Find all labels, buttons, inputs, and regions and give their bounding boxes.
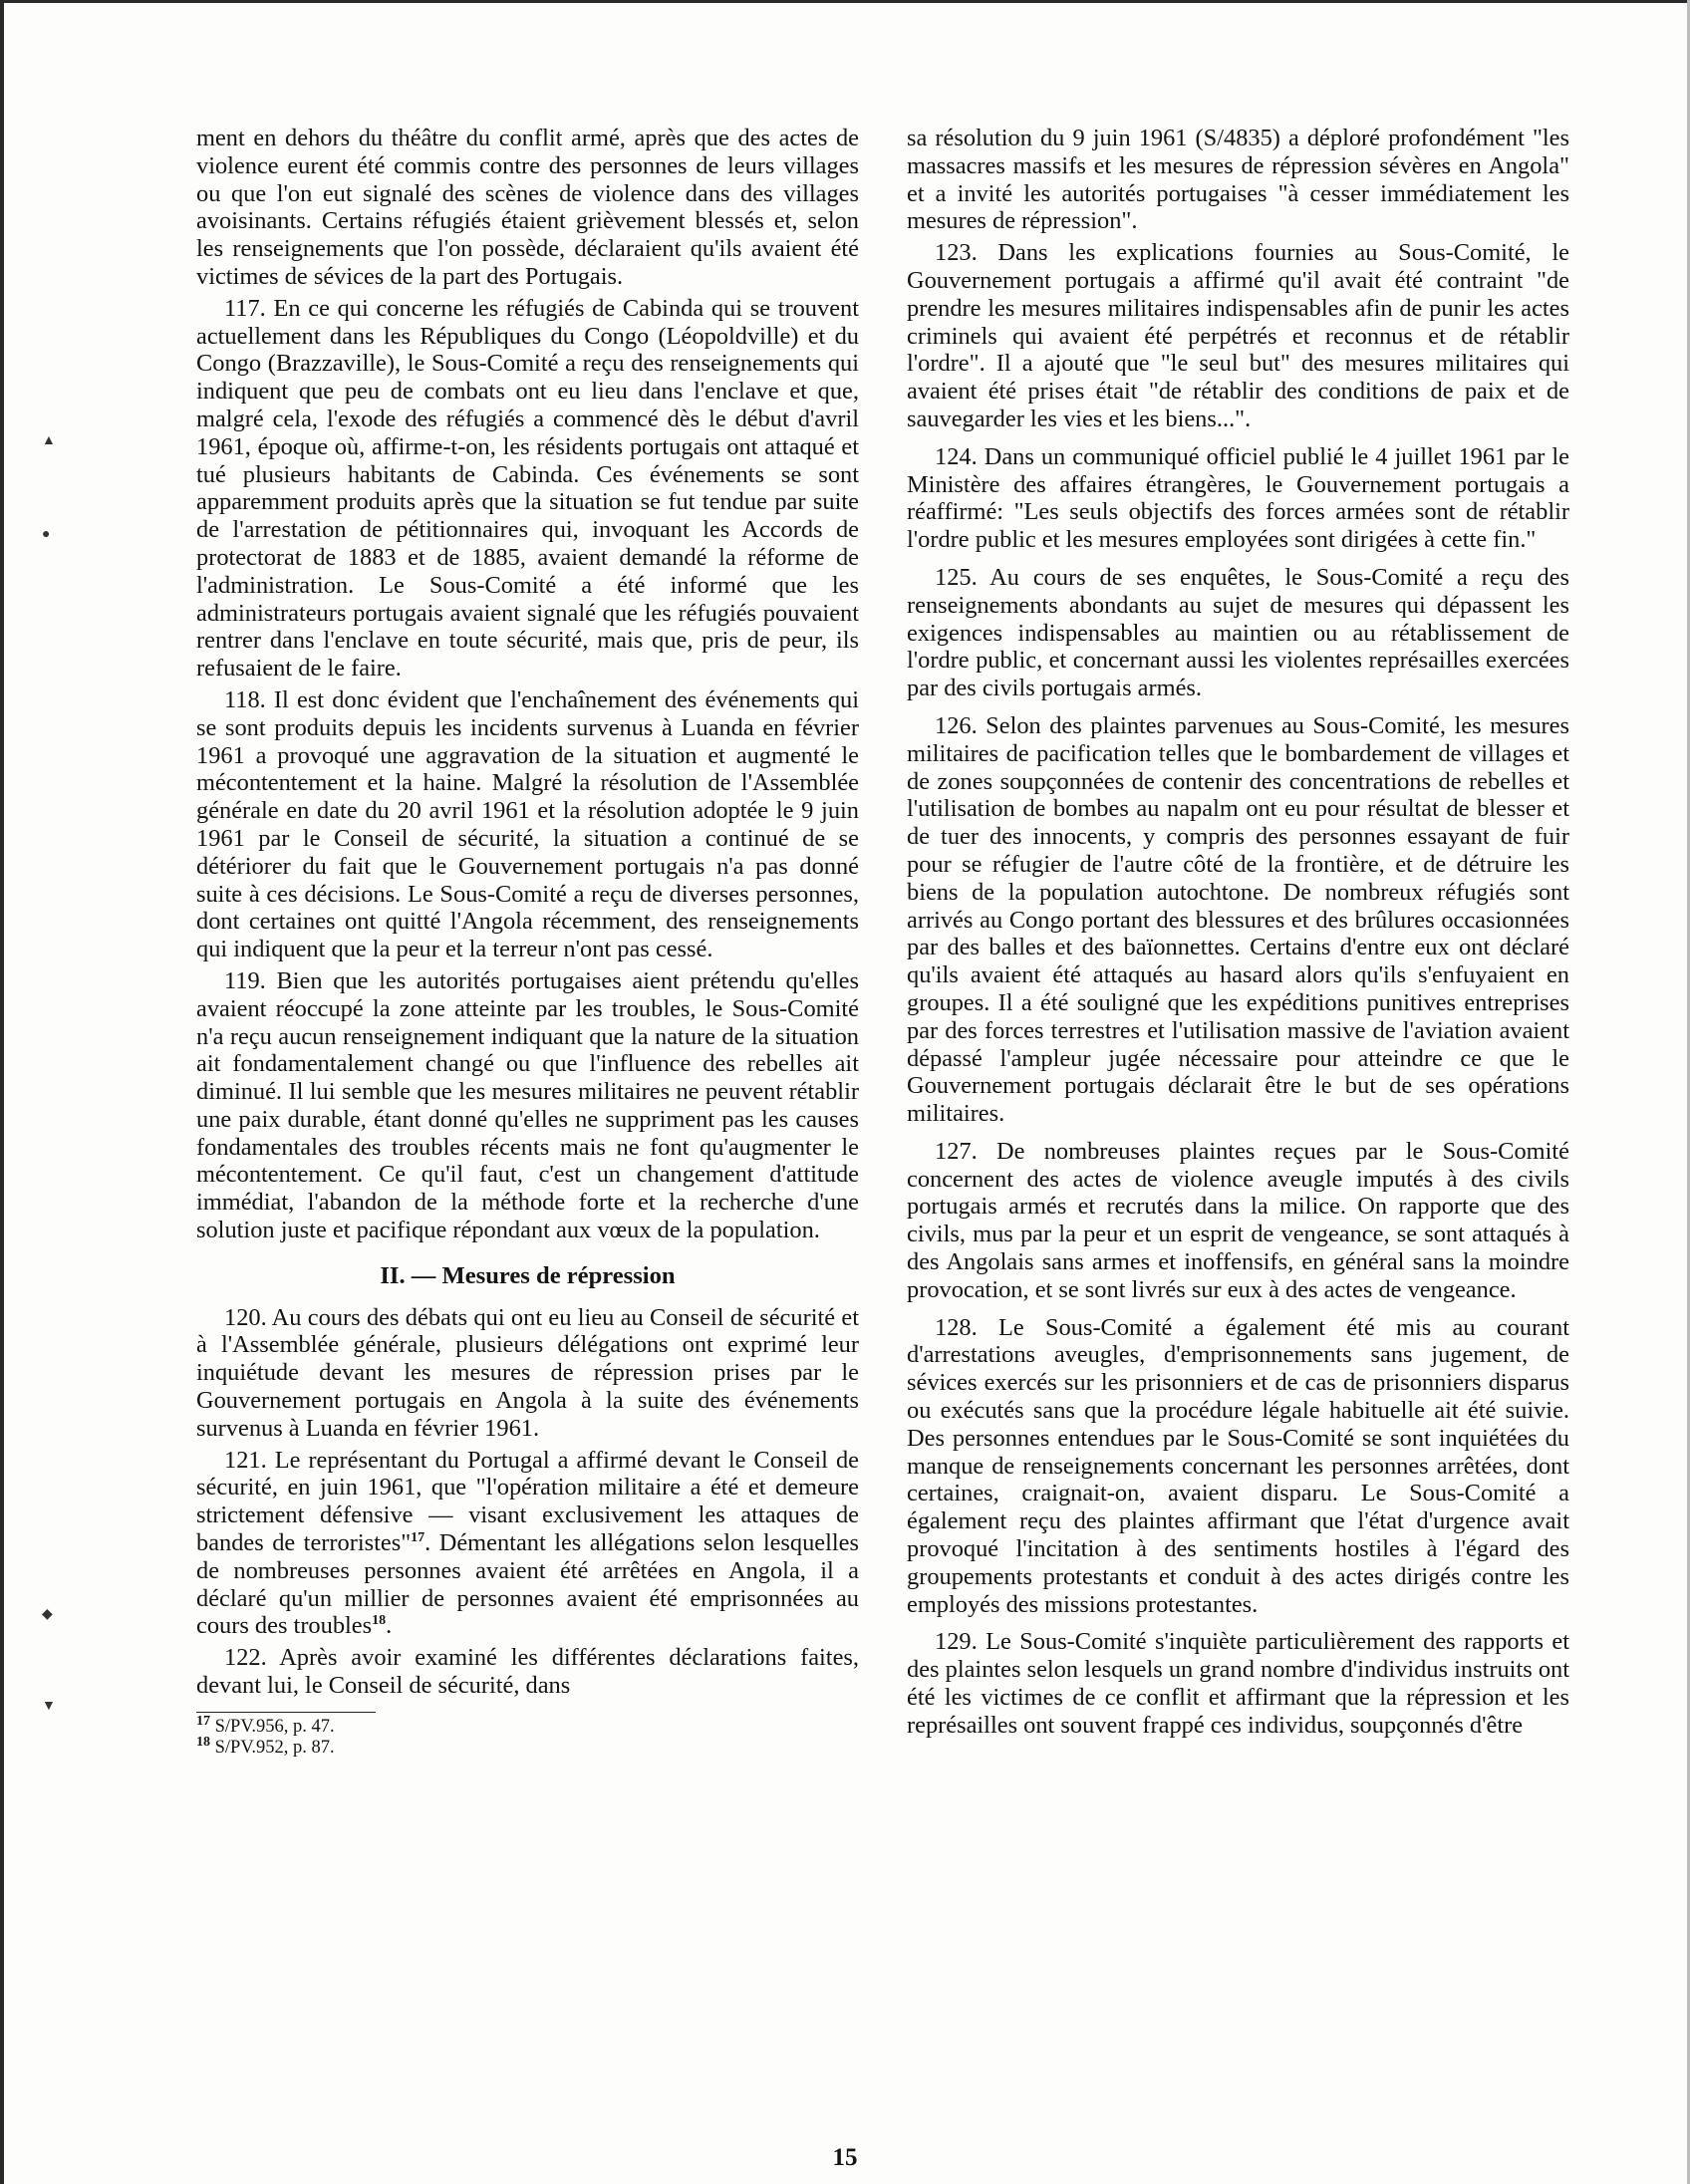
paragraph-118: 118. Il est donc évident que l'enchaînement des événements qui se sont produits depuis les incidents survenus à Luanda en février 1961 a provoqué une aggravation de la situation et augmenté le mécontentement et la haine. Malgré la résolution de l'Assemblée générale en date du 20 avril 1961 et la résolution adoptée le 9 juin 1961 par le Conseil de sécurité, la situation a continué de se détériorer du fait que le Gouvernement portugais n'a pas donné suite à ces décisions. Le Sous-Comité a reçu de diverses personnes, dont certaines ont quitté l'Angola récemment, des renseignements qui indiquent que la peur et la terreur n'ont pas cessé. [196, 685, 859, 963]
paragraph-121-text-c: . [386, 1612, 393, 1640]
footnote-18 [196, 1734, 859, 1759]
paragraph-121-text-b: . Démentant les allégations selon lesquelles de nombreuses personnes avaient été arrêtées en Angola, il a déclaré qu'un millier de personnes avaient été emprisonnées au cours des troubles [196, 1529, 860, 1640]
margin-mark: ◆ [42, 1607, 53, 1622]
footnote-17 [196, 1713, 859, 1738]
paragraph-124: 124. Dans un communiqué officiel publié le 4 juillet 1961 par le Ministère des affaires étrangères, le Gouvernement portugais a réaffirmé: "Les seuls objectifs des forces armées sont de rétablir l'ordre public et les mesures employées sont dirigées à cette fin." [907, 442, 1569, 554]
page-left-edge [0, 0, 4, 2184]
footnote-ref-17: 17 [411, 1529, 425, 1545]
paragraph-121-text-a: 121. Le représentant du Portugal a affirmé devant le Conseil de sécurité, en juin 1961, que "l'opération militaire a été et demeure strictement défensive — visant exclusivement les attaques de bandes de terroristes" [196, 1446, 859, 1557]
margin-mark: ● [42, 527, 51, 542]
paragraph-127: 127. De nombreuses plaintes reçues par le Sous-Comité concernent des actes de violence aveugle imputés à des civils portugais armés et recrutés dans la milice. On rapporte que des civils, mus par la peur et un esprit de vengeance, se sont attaqués à des Angolais sans armes et inoffensifs, en général sans la moindre provocation, et se sont livrés sur eux à des actes de vengeance. [907, 1137, 1569, 1303]
page-number: 15 [832, 2144, 858, 2171]
paragraph-122: 122. Après avoir examiné les différentes déclarations faites, devant lui, le Conseil de sécurité, dans [196, 1644, 859, 1700]
paragraph-126: 126. Selon des plaintes parvenues au Sous-Comité, les mesures militaires de pacification telles que le bombardement de villages et de zones soupçonnées de contenir des concentrations de rebelles et l'utilisation de bombes au napalm ont eu pour résultat de blesser et de tuer des innocents, y compris des personnes essayant de fuir pour se réfugier de l'autre côté de la frontière, et de détruire les biens de la population autochtone. De nombreux réfugiés sont arrivés au Congo portant des blessures et des brûlures occasionnées par des balles et des baïonnettes. Certains d'entre eux ont déclaré qu'ils avaient été attaqués au hasard alors qu'ils s'enfuyaient en groupes. Il a été souligné que les expéditions punitives entreprises par des forces terrestres et l'utilisation massive de l'aviation avaient dépassé l'ampleur jugée nécessaire pour atteindre ce que le Gouvernement portugais déclarait être le but de ses opérations militaires. [907, 711, 1569, 1128]
footnote-number: 18 [196, 1734, 210, 1750]
left-column [196, 125, 859, 1759]
footnotes [196, 1713, 859, 1759]
footnote-text: S/PV.956, p. 47. [214, 1716, 335, 1737]
margin-mark: ▲ [42, 433, 56, 448]
paragraph-123: 123. Dans les explications fournies au Sous-Comité, le Gouvernement portugais a affirmé qu'il avait été contraint "de prendre les mesures militaires indispensables afin de punir les actes criminels qui avaient été perpétrés et reconnus et de rétablir l'ordre". Il a ajouté que "le seul but" des mesures militaires qui avaient été prises était "de rétablir des conditions de paix et de sauvegarder les vies et les biens...". [907, 239, 1569, 432]
section-heading: II. — Mesures de répression [380, 1261, 676, 1289]
paragraph-128: 128. Le Sous-Comité a également été mis au courant d'arrestations aveugles, d'emprisonnements sans jugement, de sévices exercés sur les prisonniers et de cas de prisonniers disparus ou exécutés sans que la procédure légale habituelle ait été suivie. Des personnes entendues par le Sous-Comité se sont inquiétées du manque de renseignements concernant les personnes arrêtées, dont certaines, craignait-on, avaient disparu. Le Sous-Comité a également reçu des plaintes affirmant que l'état d'urgence avait provoqué l'incitation à des sentiments hostiles à l'égard des groupements protestants et conduit à des actes dirigés contre les employés des missions protestantes. [907, 1313, 1569, 1618]
margin-mark: ▼ [42, 1699, 56, 1714]
footnote-text: S/PV.952, p. 87. [214, 1737, 335, 1758]
paragraph-continuation: ment en dehors du théâtre du conflit armé, après que des actes de violence eurent été commis contre des personnes de leurs villages ou que l'on eut signalé des scènes de violence dans des villages avoisinants. Certains réfugiés étaient grièvement blessés et, selon les renseignements que l'on possède, déclaraient qu'ils avaient été victimes de sévices de la part des Portugais. [196, 125, 859, 290]
footnote-rule [196, 1712, 376, 1713]
footnote-ref-18: 18 [372, 1613, 387, 1629]
paragraph-125: 125. Au cours de ses enquêtes, le Sous-Comité a reçu des renseignements abondants au sujet de mesures qui dépassent les exigences indispensables au maintien ou au rétablissement de l'ordre public, et concernant aussi les violentes représailles exercées par des civils portugais armés. [907, 563, 1569, 702]
paragraph-continuation: sa résolution du 9 juin 1961 (S/4835) a déploré profondément "les massacres massifs et les mesures de répression sévères en Angola" et a invité les autorités portugaises "à cesser immédiatement les mesures de répression". [907, 125, 1569, 235]
paragraph-120: 120. Au cours des débats qui ont eu lieu au Conseil de sécurité et à l'Assemblée générale, plusieurs délégations ont exprimé leur inquiétude devant les mesures de répression prises par le Gouvernement portugais en Angola à la suite des événements survenus à Luanda en février 1961. [196, 1303, 859, 1442]
paragraph-121 [196, 1447, 859, 1641]
paragraph-119: 119. Bien que les autorités portugaises aient prétendu qu'elles avaient réoccupé la zone atteinte par les troubles, le Sous-Comité n'a reçu aucun renseignement indiquant que la nature de la situation ait fondamentalement changé ou que l'influence des rebelles ait diminué. Il lui semble que les mesures militaires ne peuvent rétablir une paix durable, étant donné qu'elles ne suppriment pas les causes fondamentales des troubles récents mais ne font qu'augmenter le mécontentement. Ce qu'il faut, c'est un changement d'attitude immédiat, l'abandon de la méthode forte et la recherche d'une solution juste et pacifique répondant aux vœux de la population. [196, 966, 859, 1244]
paragraph-129: 129. Le Sous-Comité s'inquiète particulièrement des rapports et des plaintes selon lesquels un grand nombre d'individus instruits ont été les victimes de ce conflit et affirmant que la répression et les représailles ont souvent frappé ces individus, soupçonnés d'être [907, 1628, 1569, 1739]
paragraph-117: 117. En ce qui concerne les réfugiés de Cabinda qui se trouvent actuellement dans les Républiques du Congo (Léopoldville) et du Congo (Brazzaville), le Sous-Comité a reçu des renseignements qui indiquent que peu de combats ont eu lieu dans l'enclave et que, malgré cela, l'exode des réfugiés a commencé dès le début d'avril 1961, époque où, affirme-t-on, les résidents portugais ont attaqué et tué plusieurs habitants de Cabinda. Ces événements se sont apparemment produits après que la situation se fut tendue par suite de l'arrestation de pétitionnaires qui, invoquant les Accords de protectorat de 1883 et de 1885, avaient demandé la réforme de l'administration. Le Sous-Comité a été informé que les administrateurs portugais avaient signalé que les réfugiés pouvaient rentrer dans l'enclave en toute sécurité, mais que, pris de peur, ils refusaient de le faire. [196, 294, 859, 682]
right-column [907, 125, 1569, 1744]
footnote-number: 17 [196, 1713, 210, 1729]
page-top-edge [0, 0, 1690, 3]
